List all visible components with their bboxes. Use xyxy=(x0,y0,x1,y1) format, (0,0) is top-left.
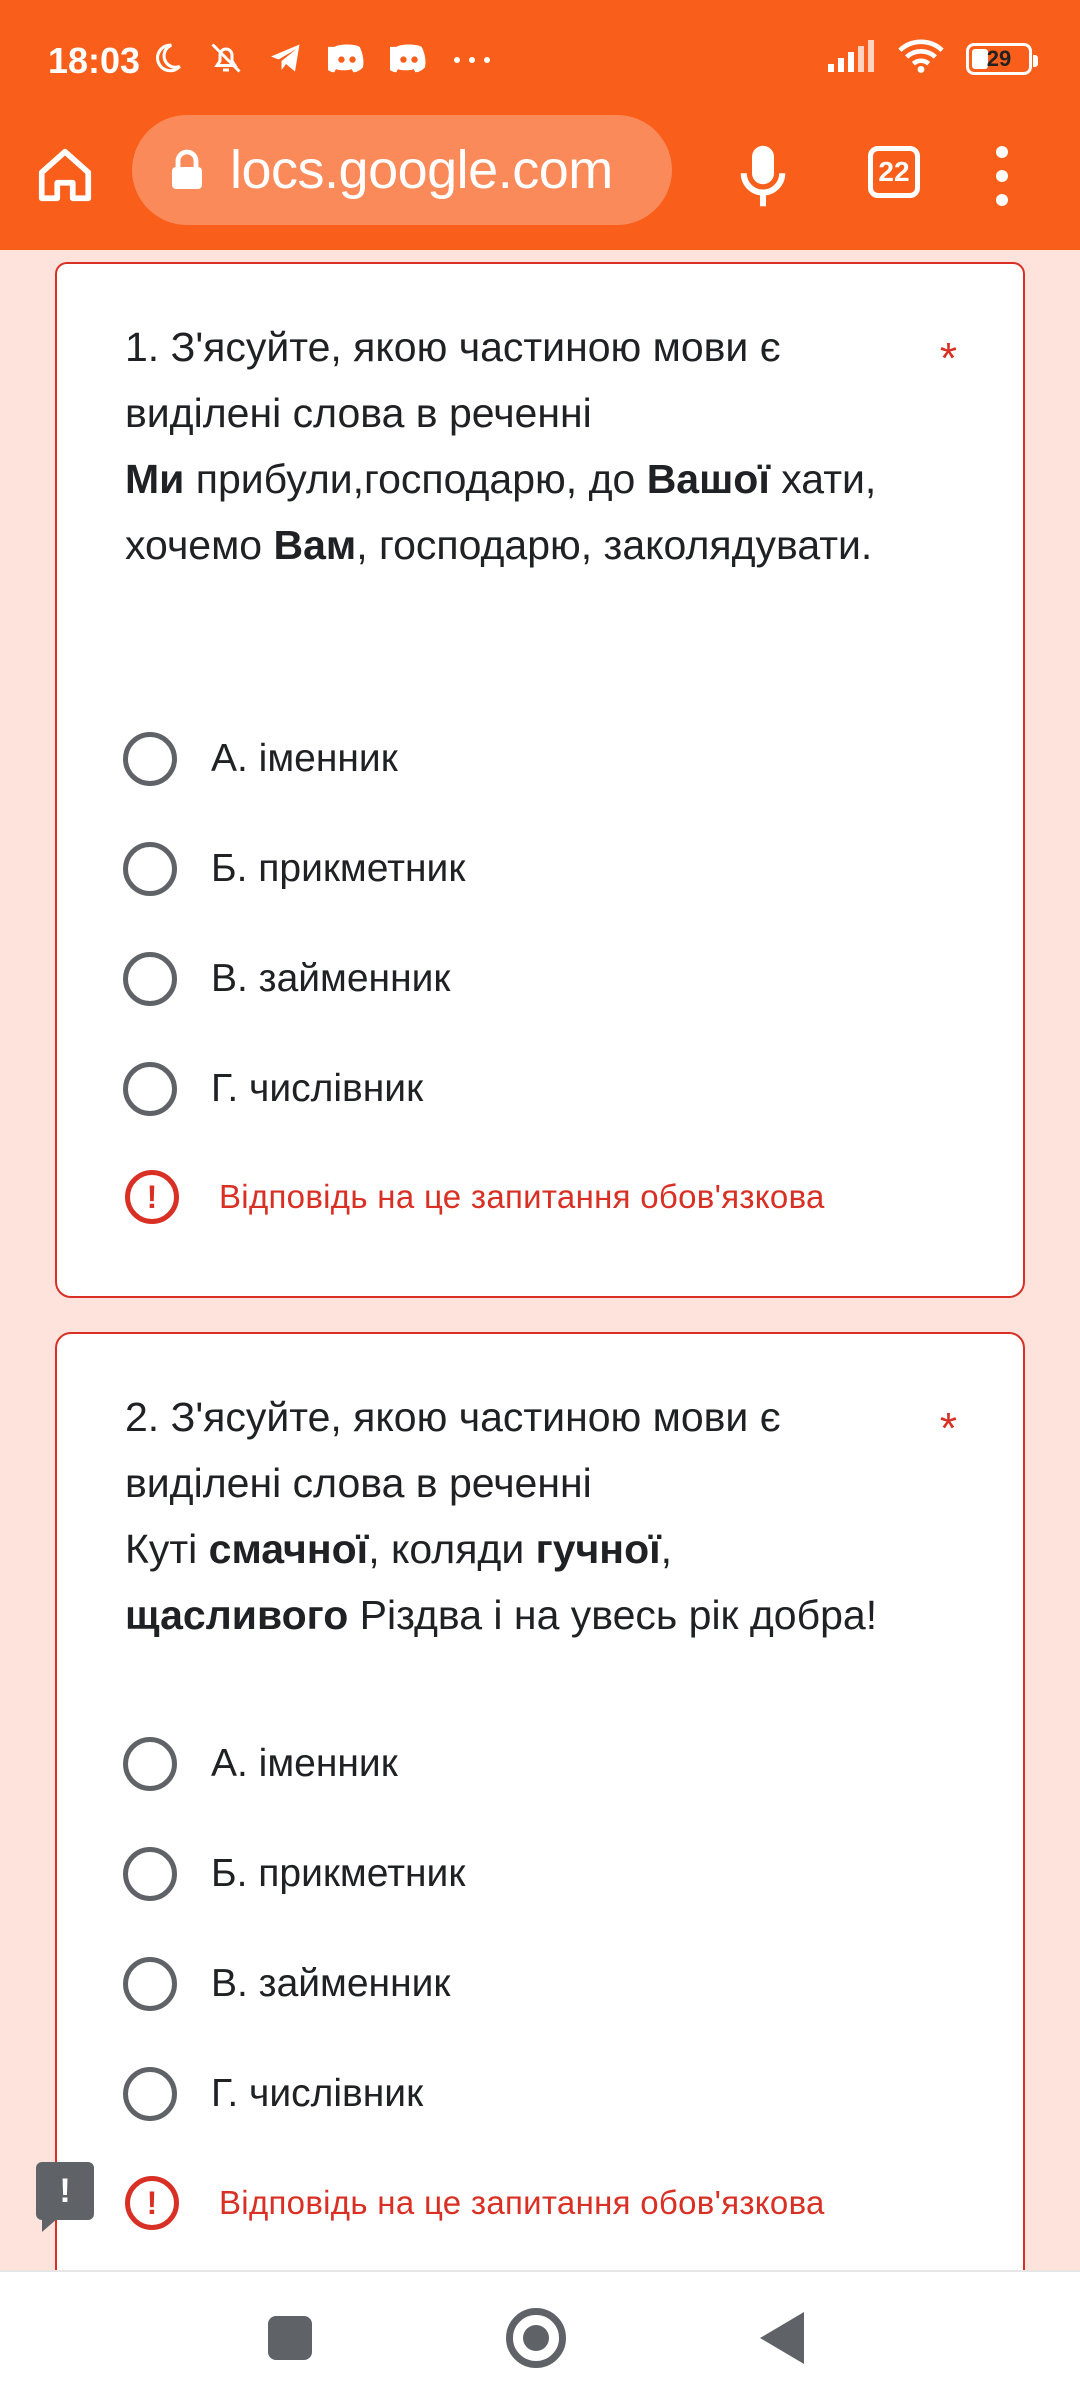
option-c[interactable] xyxy=(123,1949,450,2019)
moon-icon xyxy=(150,41,184,80)
home-nav-icon xyxy=(523,2325,549,2351)
report-problem-button[interactable] xyxy=(36,2162,94,2220)
question-title: 1. З'ясуйте, якою частиною мови є виділені слова в реченні xyxy=(125,324,781,436)
lock-icon xyxy=(170,149,204,196)
option-a[interactable] xyxy=(123,724,398,794)
question-sentence xyxy=(125,456,876,568)
option-label: А. іменник xyxy=(211,737,398,780)
option-label: Б. прикметник xyxy=(211,847,466,890)
radio-button[interactable] xyxy=(123,732,177,786)
feedback-icon: ! xyxy=(59,2171,71,2210)
highlight-word: щасливого xyxy=(125,1592,349,1638)
option-label: Г. числівник xyxy=(211,2072,424,2115)
sentence-fragment: , xyxy=(660,1526,673,1572)
question-title: 2. З'ясуйте, якою частиною мови є виділені слова в реченні xyxy=(125,1394,781,1506)
bell-off-icon xyxy=(208,40,244,81)
option-b[interactable] xyxy=(123,834,465,904)
highlight-word: смачної xyxy=(208,1526,369,1572)
error-icon: ! xyxy=(125,2176,179,2230)
radio-button[interactable] xyxy=(123,1062,177,1116)
battery-icon xyxy=(966,43,1032,75)
highlight-word: Вашої xyxy=(646,456,770,502)
status-bar xyxy=(0,0,1080,120)
radio-button[interactable] xyxy=(123,2067,177,2121)
tab-count: 22 xyxy=(878,156,910,187)
sentence-fragment: прибули,господарю, до xyxy=(184,456,647,502)
system-navigation-bar xyxy=(0,2270,1080,2400)
option-label: Г. числівник xyxy=(211,1067,424,1110)
radio-button[interactable] xyxy=(123,1737,177,1791)
question-card-2 xyxy=(55,1332,1025,2332)
menu-dot xyxy=(996,146,1008,158)
discord-icon xyxy=(328,41,366,80)
tab-switcher-button[interactable] xyxy=(868,146,920,198)
menu-dot xyxy=(996,194,1008,206)
option-d[interactable] xyxy=(123,2059,423,2129)
option-c[interactable] xyxy=(123,944,450,1014)
home-button[interactable] xyxy=(30,140,100,210)
required-error xyxy=(125,2168,825,2238)
sentence-fragment: , господарю, заколядувати. xyxy=(356,522,873,568)
more-dots-icon xyxy=(452,52,492,70)
notification-icons xyxy=(150,40,492,81)
sentence-fragment: Куті xyxy=(125,1526,209,1572)
browser-toolbar xyxy=(0,110,1080,240)
required-asterisk: * xyxy=(939,334,957,383)
url-text: locs.google.com xyxy=(230,140,613,200)
recents-button[interactable] xyxy=(268,2316,312,2360)
highlight-word: Ми xyxy=(125,456,185,502)
option-label: А. іменник xyxy=(211,1742,398,1785)
highlight-word: Вам xyxy=(273,522,357,568)
radio-button[interactable] xyxy=(123,1957,177,2011)
home-nav-button[interactable] xyxy=(506,2308,566,2368)
highlight-word: гучної xyxy=(535,1526,661,1572)
browser-menu-button[interactable] xyxy=(982,146,1022,206)
sentence-fragment: хати, хочемо xyxy=(125,456,877,568)
question-text xyxy=(125,1384,945,1648)
menu-dot xyxy=(996,170,1008,182)
voice-search-button[interactable] xyxy=(728,136,798,216)
error-icon: ! xyxy=(125,1170,179,1224)
option-label: Б. прикметник xyxy=(211,1852,466,1895)
wifi-icon xyxy=(898,38,944,79)
signal-icon xyxy=(826,40,876,77)
battery-level-fill xyxy=(972,49,988,69)
sentence-fragment: , коляди xyxy=(368,1526,536,1572)
option-a[interactable] xyxy=(123,1729,398,1799)
address-bar[interactable] xyxy=(132,115,672,225)
option-d[interactable] xyxy=(123,1054,423,1124)
home-icon xyxy=(34,144,96,206)
option-label: В. займенник xyxy=(211,957,451,1000)
back-button[interactable] xyxy=(760,2312,804,2364)
system-icons xyxy=(826,38,1032,79)
discord-icon xyxy=(390,41,428,80)
telegram-icon xyxy=(268,40,304,81)
question-text xyxy=(125,314,945,578)
option-label: В. займенник xyxy=(211,1962,451,2005)
sentence-fragment: Різдва і на увесь рік добра! xyxy=(348,1592,878,1638)
radio-button[interactable] xyxy=(123,952,177,1006)
error-message: Відповідь на це запитання обов'язкова xyxy=(219,1178,825,1215)
required-error xyxy=(125,1162,825,1232)
browser-chrome xyxy=(0,0,1080,250)
error-message: Відповідь на це запитання обов'язкова xyxy=(219,2184,825,2221)
question-card-1 xyxy=(55,262,1025,1298)
microphone-icon xyxy=(740,143,786,209)
required-asterisk: * xyxy=(939,1404,957,1453)
option-b[interactable] xyxy=(123,1839,465,1909)
battery-percent: 29 xyxy=(986,45,1012,71)
radio-button[interactable] xyxy=(123,842,177,896)
battery-tip xyxy=(1033,55,1038,67)
status-time: 18:03 xyxy=(48,40,141,81)
question-sentence xyxy=(125,1526,877,1638)
radio-button[interactable] xyxy=(123,1847,177,1901)
